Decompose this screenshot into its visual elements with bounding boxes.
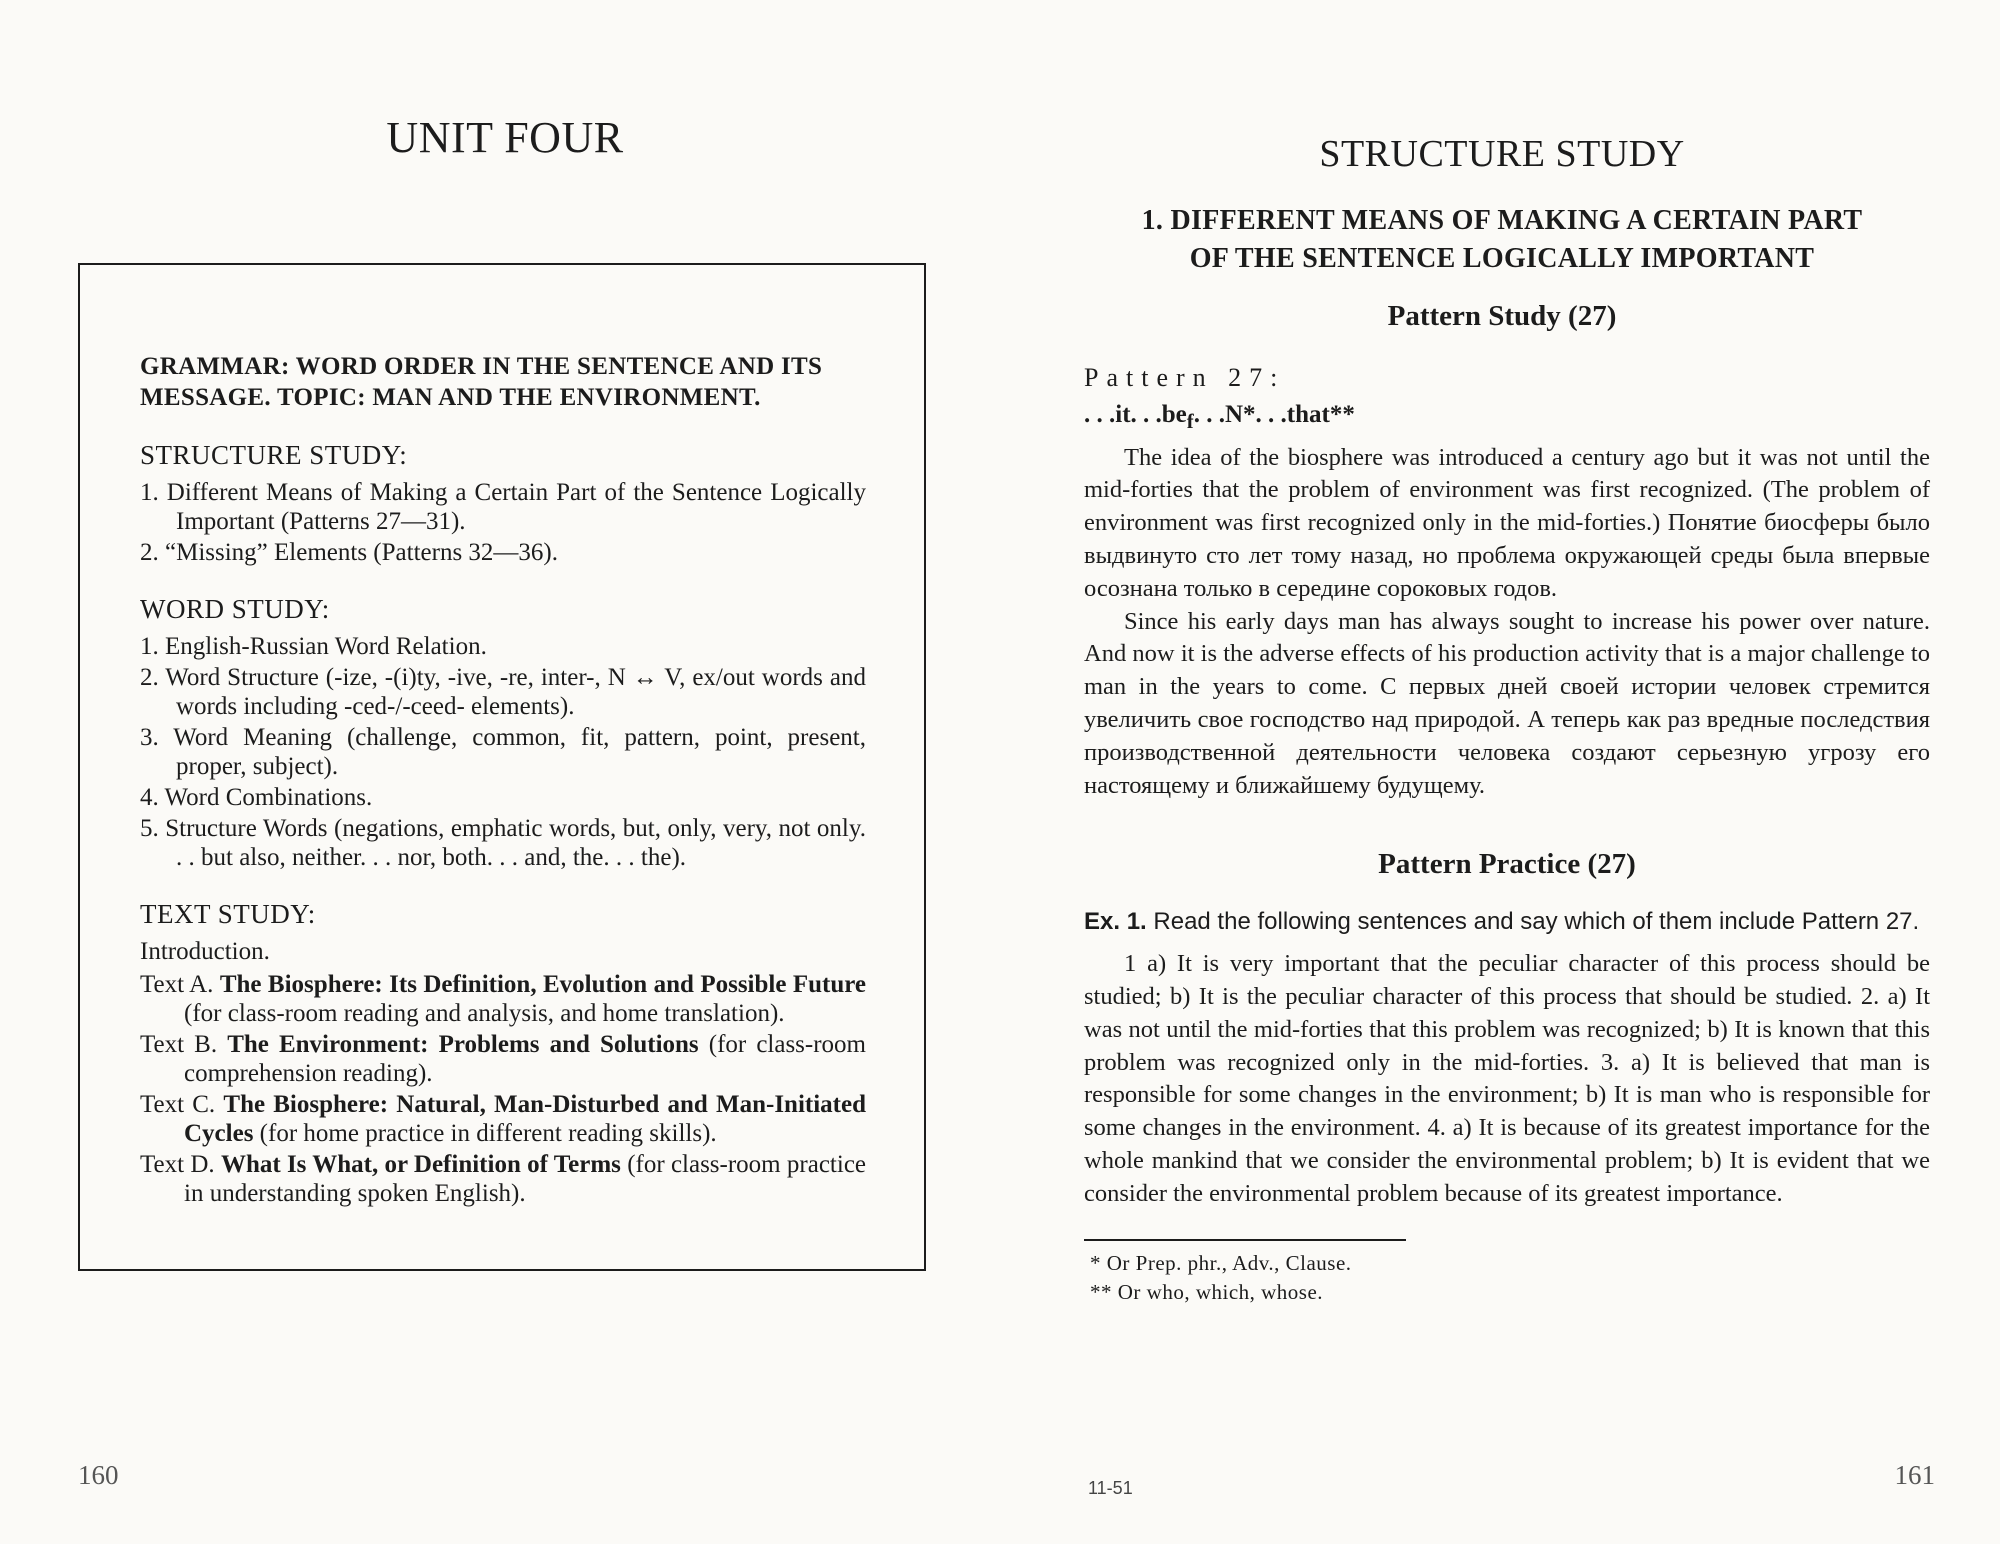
word-study-list [140,632,866,872]
right-page [1000,0,2000,1544]
pattern-study-heading: Pattern Study (27) [1387,300,1617,332]
box-heading-line1: GRAMMAR: WORD ORDER IN THE SENTENCE AND ITS [140,353,823,380]
text-label: Text C. [140,1091,216,1118]
footnote-2: ** Or who, which, whose. [1090,1279,1324,1304]
box-heading [140,351,866,413]
formula-after: . . .N*. . .that** [1193,400,1355,428]
text-title: The Biosphere: Its Definition, Evolution and Possible Future [219,971,867,998]
list-item: 1. Different Means of Making a Certain Part of the Sentence Logically Important (Patterns 27—31). [140,479,866,535]
structure-study-title: STRUCTURE STUDY: [140,440,408,470]
text-note: (for home practice in different reading skills). [259,1120,717,1147]
list-item: 2. Word Structure (-ize, -(i)ty, -ive, -re, inter-, N ↔ V, ex/out words and words including -ced-/-ceed- elements). [140,664,866,720]
text-study-intro: Introduction. [140,938,270,965]
section-heading-line1: 1. DIFFERENT MEANS OF MAKING A CERTAIN PART [1141,205,1863,236]
list-item: 4. Word Combinations. [140,784,373,811]
exercise-label: Ex. 1. [1084,908,1147,936]
footnote-1: * Or Prep. phr., Adv., Clause. [1090,1250,1352,1275]
printer-signature: 11-51 [1088,1478,1133,1498]
right-page-body [1084,362,1930,1307]
pattern-label: Pattern 27: [1084,363,1286,392]
text-study-title: TEXT STUDY: [140,899,316,929]
text-item-d [140,1150,866,1208]
formula-before: . . .it. . .be [1084,400,1187,428]
exercise-text: 1 a) It is very important that the peculiar character of this process should be studied; b) It is the peculiar character of this process that should be studied. 2. a) It was not until the mid-forties that this problem was recognized; b) It is known that this problem was recognized only in the mid-forties. 3. a) It is believed that man is responsible for some changes in the environment; b) It is man who is responsible for some changes in the environment. 4. a) It is because of its greatest importance for the whole mankind that we consider the environmental problem; b) It is evident that we consider the environmental problem because of its greatest importance. [1084,950,1930,1207]
pattern-practice-heading: Pattern Practice (27) [1378,848,1636,881]
paragraph-2: Since his early days man has always sought to increase his power over nature. And now it is the adverse effects of his production activity that is a major challenge to man in the years to come. С первых дней своей истории человек стремится увеличить свое господство над природой. А теперь как раз вредные последствия производственной деятельности человека создают серьезную угрозу его настоящему и ближайшему будущему. [1084,607,1930,799]
text-note: (for class-room reading and analysis, and home translation). [184,1000,785,1027]
text-label: Text A. [140,971,214,998]
text-item-b [140,1030,866,1088]
text-item-c [140,1090,866,1148]
list-item: 2. “Missing” Elements (Patterns 32—36). [140,539,558,566]
pattern-formula [1084,399,1930,438]
structure-study-heading: STRUCTURE STUDY [1319,133,1685,175]
unit-contents-box [78,263,926,1271]
text-label: Text D. [140,1151,215,1178]
box-heading-line2: MESSAGE. TOPIC: MAN AND THE ENVIRONMENT. [140,384,761,411]
word-study-title: WORD STUDY: [140,594,330,624]
footnote-divider [1084,1239,1406,1241]
text-title: What Is What, or Definition of Terms [220,1151,621,1178]
section-heading-line2: OF THE SENTENCE LOGICALLY IMPORTANT [1189,243,1815,274]
formula-subscript: f [1186,408,1194,433]
page-number-left: 160 [78,1460,119,1490]
section-heading [1082,202,1922,278]
exercise-instruction [1084,905,1930,938]
list-item: 5. Structure Words (negations, emphatic words, but, only, very, not only. . . but also, neither. . . nor, both. . . and, the. . . the). [140,815,866,871]
text-title: The Biosphere: Natural, Man-Disturbed and Man-Initiated Cycles [184,1091,866,1147]
page-number-right: 161 [1894,1460,1935,1490]
list-item: 3. Word Meaning (challenge, common, fit, pattern, point, present, proper, subject). [140,724,866,780]
text-title: The Environment: Problems and Solutions [227,1031,699,1058]
paragraph-1: The idea of the biosphere was introduced a century ago but it was not until the mid-forties that the problem of environment was first recognized. (The problem of environment was first recognized only in the mid-forties.) Понятие биосферы было выдвинуто сто лет тому назад, но проблема окружающей среды была впервые осознана только в середине сороковых годов. [1084,443,1930,602]
list-item: 1. English-Russian Word Relation. [140,633,487,660]
text-note: (for class-room practice in understanding spoken English). [184,1151,867,1207]
structure-study-list [140,478,866,567]
text-item-a [140,970,866,1028]
unit-title: UNIT FOUR [386,113,624,162]
text-note: (for class-room comprehension reading). [184,1031,867,1087]
exercise-instruction-text: Read the following sentences and say which of them include Pattern 27. [1153,908,1920,936]
text-label: Text B. [140,1031,218,1058]
